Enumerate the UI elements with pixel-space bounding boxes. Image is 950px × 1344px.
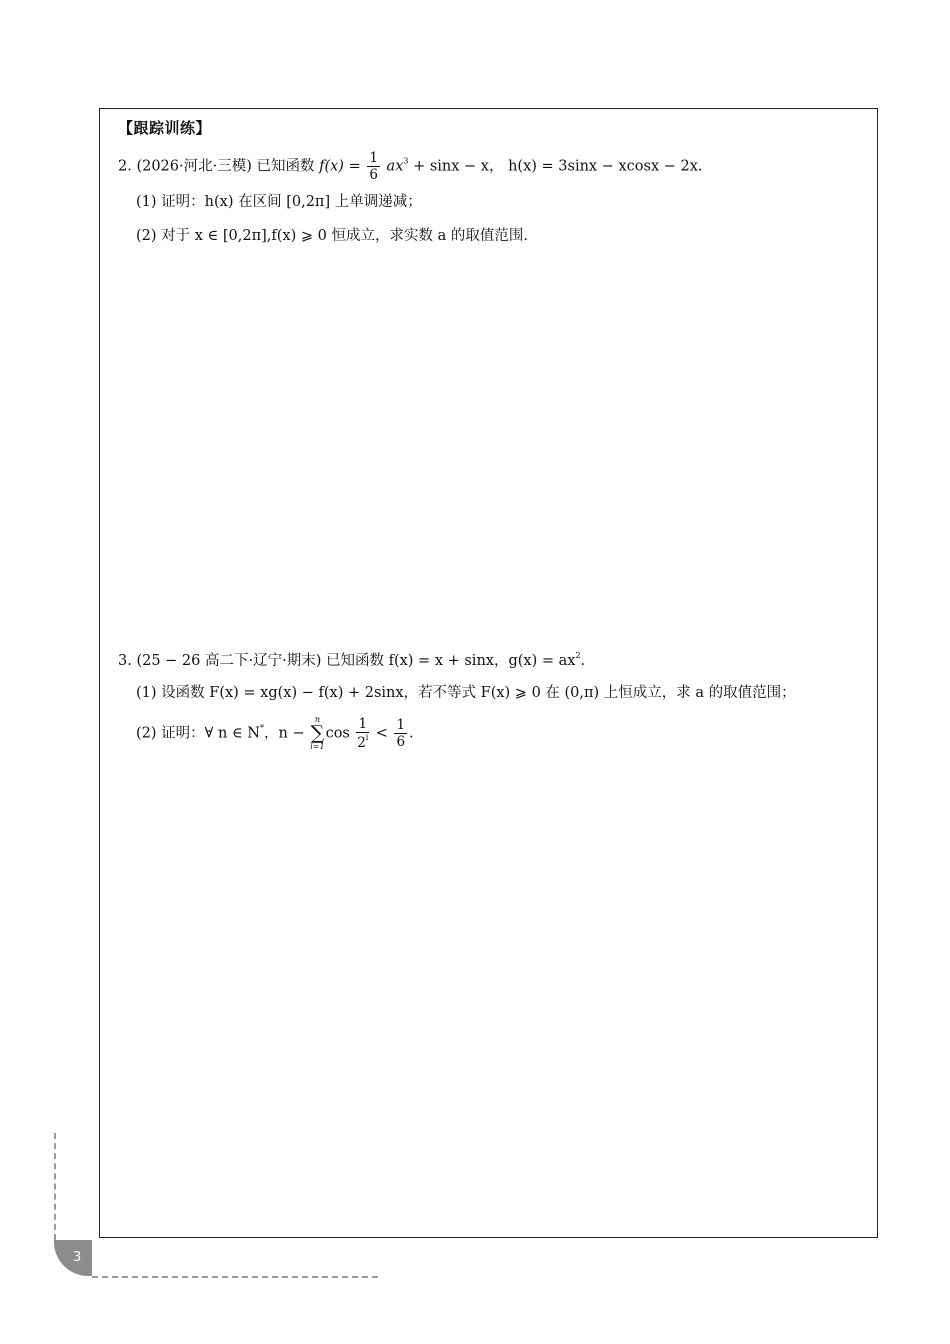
- problem-2-part-2: (2) 对于 x ∈ [0,2π],f(x) ⩾ 0 恒成立，求实数 a 的取值范围.: [136, 228, 528, 244]
- problem-3-formula: f(x) = x + sinx，g(x) = ax: [388, 653, 576, 669]
- fraction-denominator: 6: [369, 167, 378, 184]
- problem-2-hx: h(x) = 3sinx − xcosx − 2x.: [508, 158, 703, 175]
- fraction-numerator: 1: [369, 150, 378, 166]
- summation: [310, 716, 324, 751]
- part-2-prefix: (2) 证明：∀ n ∈ N: [136, 725, 260, 742]
- fraction-numerator: 1: [396, 716, 406, 733]
- problem-2-part-1: (1) 证明：h(x) 在区间 [0,2π] 上单调递减；: [136, 194, 422, 210]
- fraction-one-over-two-pow-i: [356, 717, 369, 750]
- dashed-margin-line-horizontal: [92, 1276, 378, 1278]
- problem-2-fx-label: f(x) =: [319, 158, 361, 175]
- problem-3-number: 3.: [118, 653, 132, 669]
- fraction-denominator: [356, 733, 369, 750]
- sum-upper-limit: n: [314, 715, 320, 724]
- part-2-end: .: [409, 725, 414, 742]
- content-frame: [99, 108, 878, 1238]
- part-2-star: *: [260, 723, 264, 733]
- less-than: <: [375, 725, 388, 742]
- section-heading: 【跟踪训练】: [118, 119, 212, 137]
- problem-2-fx-rest: + sinx − x，: [413, 158, 504, 175]
- problem-2-ax: ax: [386, 158, 404, 175]
- problem-3-part-2: [136, 716, 414, 751]
- dashed-margin-line-vertical: [54, 1133, 56, 1240]
- page-number-tab: [54, 1240, 92, 1276]
- sum-symbol: ∑: [310, 722, 325, 744]
- problem-3-source: (25 − 26 高二下·辽宁·期末): [136, 653, 322, 669]
- problem-2-exponent: 3: [403, 156, 409, 166]
- problem-3-stem: [118, 652, 585, 669]
- fraction-numerator: 1: [358, 715, 368, 732]
- sum-lower-limit: i=1: [310, 742, 325, 751]
- page-number: 3: [73, 1250, 82, 1265]
- cos-text: cos: [325, 725, 350, 742]
- problem-3-stem-text: 已知函数: [325, 653, 384, 669]
- problem-2-number: 2.: [118, 158, 132, 175]
- problem-3-formula-end: .: [580, 653, 586, 669]
- problem-2-source: (2026·河北·三模): [136, 158, 252, 175]
- problem-3-part-1: (1) 设函数 F(x) = xg(x) − f(x) + 2sinx，若不等式 F(x) ⩾ 0 在 (0,π) 上恒成立，求 a 的取值范围；: [136, 685, 796, 701]
- fraction-denominator: 6: [396, 734, 406, 750]
- problem-2-stem: [118, 151, 703, 182]
- problem-2-stem-text: 已知函数: [256, 158, 315, 175]
- denominator-base: 2: [357, 735, 366, 751]
- denominator-exponent: i: [365, 733, 369, 742]
- fraction-one-sixth: [394, 718, 407, 749]
- part-2-mid: ，n −: [264, 725, 305, 742]
- problem-3-exponent: 2: [575, 651, 581, 660]
- problem-2-fraction: [367, 151, 380, 182]
